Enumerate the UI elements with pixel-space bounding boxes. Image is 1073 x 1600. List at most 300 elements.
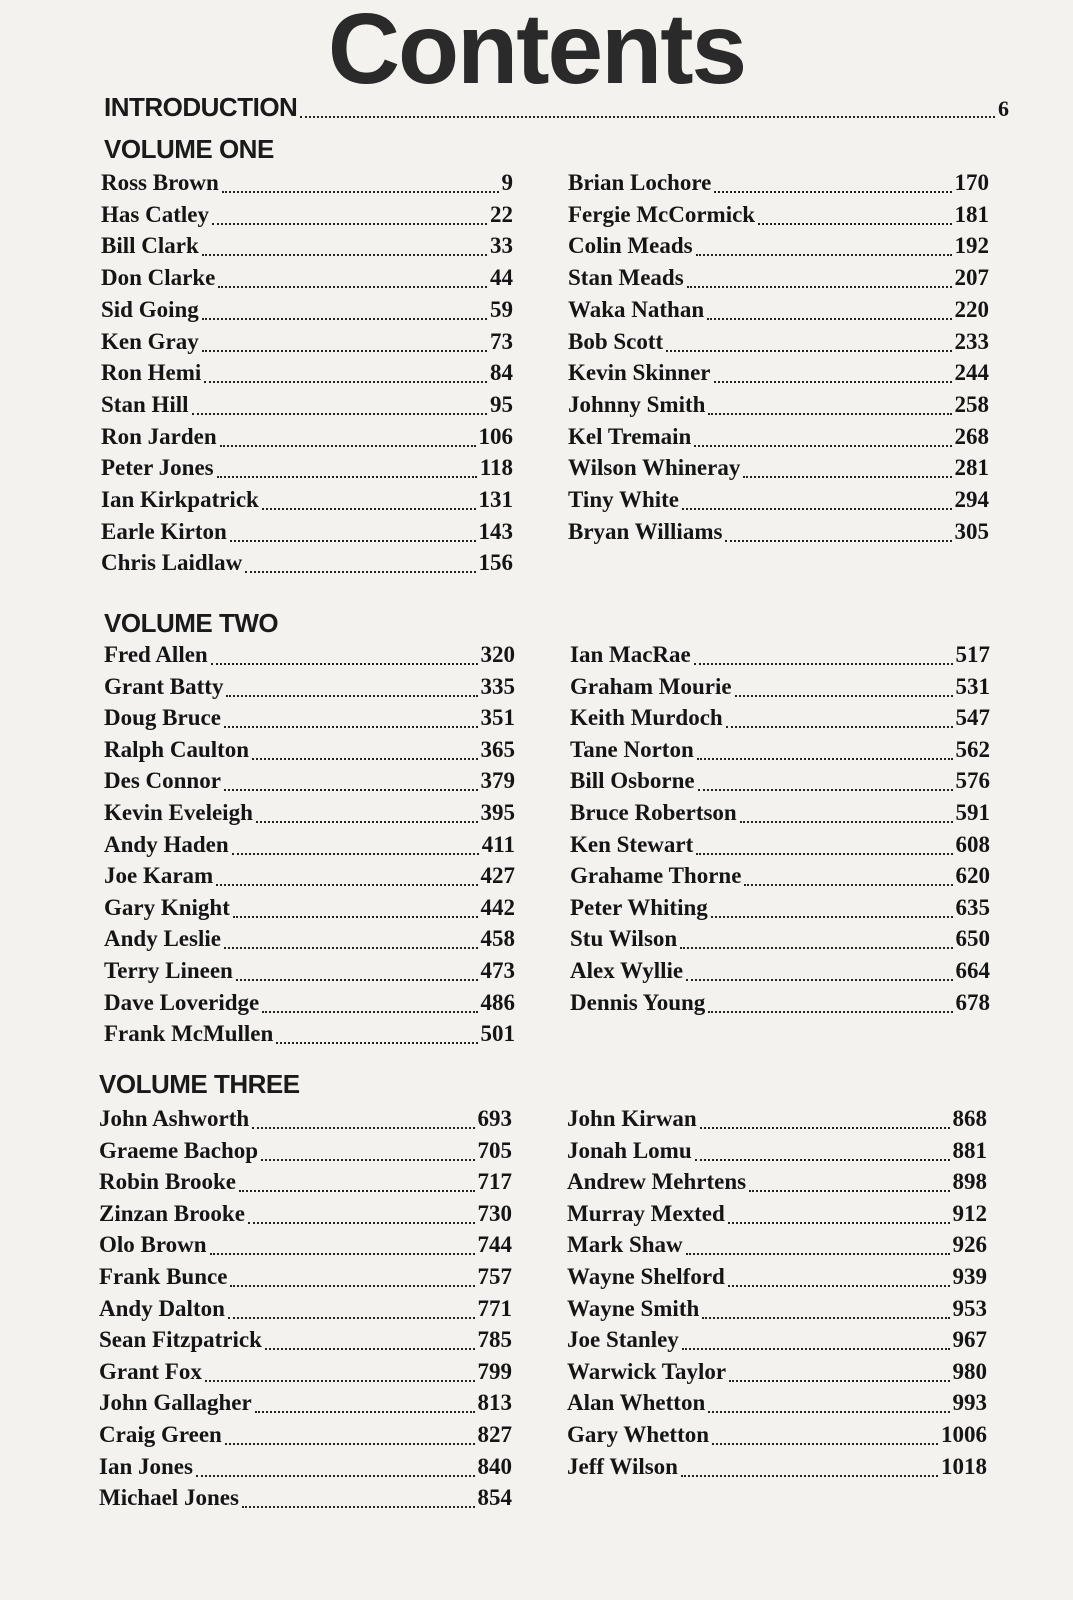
entry-page-number: 531 [955, 673, 990, 699]
entry-page-number: 73 [490, 328, 513, 354]
leader-dots [707, 317, 951, 320]
toc-entry[interactable] [568, 455, 989, 486]
toc-entry[interactable] [570, 832, 990, 863]
entry-page-number: 320 [480, 642, 515, 667]
leader-dots [236, 978, 478, 981]
volume-heading: VOLUME TWO [104, 608, 279, 638]
entry-page-number: 1018 [941, 1453, 987, 1479]
leader-dots [702, 1316, 949, 1319]
entry-page-number: 395 [480, 800, 515, 825]
leader-dots [725, 539, 951, 542]
toc-entry[interactable] [101, 233, 513, 264]
introduction-page: 6 [998, 96, 1009, 121]
toc-entry[interactable] [570, 674, 990, 705]
entry-page-number: 351 [480, 705, 515, 731]
entry-name: Joe Stanley [567, 1327, 679, 1353]
entry-page-number: 967 [952, 1327, 987, 1353]
entry-name: Ian Kirkpatrick [101, 487, 259, 512]
entry-page-number: 1006 [941, 1422, 987, 1447]
entry-page-number: 591 [955, 800, 990, 825]
entry-page-number: 33 [490, 233, 513, 259]
toc-entry[interactable] [567, 1138, 987, 1169]
leader-dots [205, 1379, 475, 1382]
leader-dots [261, 1158, 474, 1161]
entry-page-number: 335 [480, 673, 515, 699]
leader-dots [226, 694, 477, 697]
entry-page-number: 953 [952, 1295, 987, 1321]
entry-page-number: 305 [954, 518, 989, 544]
entry-page-number: 181 [954, 201, 989, 227]
toc-entry[interactable] [99, 1422, 512, 1453]
toc-entry[interactable] [567, 1264, 987, 1295]
leader-dots [212, 222, 487, 225]
entry-page-number: 813 [477, 1390, 512, 1416]
toc-entry[interactable] [567, 1106, 987, 1137]
entry-page-number: 473 [480, 958, 515, 983]
entry-name: Grahame Thorne [570, 863, 742, 889]
entry-page-number: 757 [477, 1264, 512, 1289]
leader-dots [216, 883, 477, 886]
leader-dots [202, 317, 487, 320]
entry-page-number: 427 [480, 863, 515, 889]
leader-dots [696, 852, 952, 855]
entry-page-number: 854 [477, 1485, 512, 1511]
entry-page-number: 771 [477, 1295, 512, 1321]
leader-dots [711, 915, 953, 918]
entry-name: Robin Brooke [99, 1169, 236, 1195]
toc-entry[interactable] [570, 705, 990, 736]
toc-entry[interactable] [567, 1232, 987, 1263]
toc-entry[interactable] [104, 832, 515, 863]
entry-page-number: 926 [952, 1232, 987, 1258]
entry-page-number: 131 [478, 487, 513, 512]
entry-name: Don Clarke [101, 265, 216, 291]
toc-entry[interactable] [570, 642, 990, 673]
entry-page-number: 517 [955, 642, 990, 667]
toc-entry[interactable] [99, 1359, 512, 1390]
toc-entry[interactable] [104, 737, 515, 768]
toc-entry[interactable] [568, 265, 989, 296]
toc-entry[interactable] [104, 674, 515, 705]
toc-entry[interactable] [570, 990, 990, 1021]
toc-entry[interactable] [101, 424, 513, 455]
leader-dots [712, 1442, 938, 1445]
entry-name: Michael Jones [99, 1485, 239, 1511]
entry-name: Kel Tremain [568, 423, 692, 449]
entry-page-number: 664 [955, 958, 990, 983]
entry-page-number: 281 [954, 455, 989, 481]
leader-dots [276, 1041, 477, 1044]
leader-dots [687, 285, 952, 288]
leader-dots [224, 946, 478, 949]
toc-entry[interactable] [567, 1454, 987, 1485]
leader-dots [252, 1126, 474, 1129]
toc-entry[interactable] [99, 1264, 512, 1295]
entry-name: Wayne Smith [567, 1295, 700, 1321]
entry-page-number: 365 [480, 736, 515, 762]
leader-dots [740, 820, 953, 823]
entry-name: Graham Mourie [570, 673, 732, 699]
entry-name: Ross Brown [101, 170, 219, 195]
page-title: Contents [327, 0, 746, 105]
leader-dots [749, 1189, 949, 1192]
leader-dots [230, 1284, 474, 1287]
entry-name: Andy Dalton [99, 1295, 225, 1321]
leader-dots [239, 1189, 475, 1192]
entry-page-number: 258 [954, 391, 989, 417]
leader-dots [696, 253, 952, 256]
entry-name: Jonah Lomu [567, 1137, 692, 1163]
leader-dots [252, 757, 477, 760]
leader-dots [222, 190, 499, 193]
toc-entry[interactable] [101, 297, 513, 328]
entry-page-number: 458 [480, 926, 515, 952]
toc-entry[interactable] [101, 487, 513, 518]
leader-dots [694, 662, 953, 665]
entry-name: Frank Bunce [99, 1264, 228, 1289]
entry-page-number: 650 [955, 926, 990, 952]
entry-name: Kevin Eveleigh [104, 800, 253, 825]
entry-name: Grant Fox [99, 1358, 202, 1384]
entry-page-number: 693 [477, 1106, 512, 1131]
entry-name: Des Connor [104, 768, 221, 794]
toc-entry[interactable] [570, 863, 990, 894]
entry-page-number: 379 [480, 768, 515, 794]
entry-name: Zinzan Brooke [99, 1200, 245, 1226]
entry-name: Peter Whiting [570, 894, 708, 920]
toc-entry[interactable] [568, 519, 989, 550]
entry-name: Has Catley [101, 201, 209, 227]
entry-page-number: 608 [955, 831, 990, 857]
toc-entry[interactable] [567, 1296, 987, 1327]
leader-dots [714, 380, 952, 383]
entry-page-number: 411 [481, 831, 515, 857]
entry-page-number: 705 [477, 1137, 512, 1163]
toc-entry[interactable] [568, 233, 989, 264]
entry-name: Waka Nathan [568, 296, 705, 322]
leader-dots [708, 1410, 949, 1413]
leader-dots [681, 1474, 938, 1477]
entry-page-number: 635 [955, 894, 990, 920]
leader-dots [225, 1442, 475, 1445]
entry-page-number: 730 [477, 1200, 512, 1226]
entry-page-number: 547 [955, 705, 990, 731]
entry-name: Ron Jarden [101, 423, 217, 449]
toc-entry[interactable] [570, 800, 990, 831]
toc-entry[interactable] [99, 1485, 512, 1516]
toc-entry[interactable] [570, 737, 990, 768]
toc-entry[interactable] [101, 202, 513, 233]
leader-dots [228, 1316, 475, 1319]
entry-page-number: 233 [954, 328, 989, 354]
leader-dots [728, 1221, 950, 1224]
entry-name: Ralph Caulton [104, 736, 250, 762]
leader-dots [255, 1410, 475, 1413]
entry-page-number: 207 [954, 265, 989, 291]
entry-page-number: 620 [955, 863, 990, 889]
entry-name: Wilson Whineray [568, 455, 741, 481]
entry-name: Ken Stewart [570, 831, 694, 857]
entry-name: Gary Knight [104, 894, 230, 920]
entry-name: Ian MacRae [570, 642, 691, 667]
leader-dots [196, 1474, 475, 1477]
leader-dots [265, 1347, 475, 1350]
entry-name: Ron Hemi [101, 360, 202, 386]
leader-dots [744, 883, 952, 886]
entry-page-number: 840 [477, 1453, 512, 1479]
leader-dots [758, 222, 951, 225]
leader-dots [242, 1505, 475, 1508]
entry-name: John Ashworth [99, 1106, 250, 1131]
leader-dots [262, 507, 476, 510]
entry-page-number: 678 [955, 989, 990, 1015]
entry-name: Warwick Taylor [567, 1358, 727, 1384]
toc-entry[interactable] [568, 329, 989, 360]
toc-entry[interactable] [101, 550, 513, 581]
entry-name: Olo Brown [99, 1232, 207, 1258]
leader-dots [230, 539, 476, 542]
entry-page-number: 22 [490, 201, 513, 227]
toc-entry[interactable] [99, 1327, 512, 1358]
entry-name: Frank McMullen [104, 1021, 274, 1047]
toc-entry[interactable] [567, 1422, 987, 1453]
toc-entry[interactable] [570, 958, 990, 989]
entry-page-number: 244 [954, 360, 989, 386]
entry-name: Alex Wyllie [570, 958, 684, 983]
entry-page-number: 118 [479, 455, 513, 481]
entry-page-number: 84 [490, 360, 513, 386]
entry-page-number: 143 [478, 518, 513, 544]
leader-dots [680, 946, 952, 949]
entry-page-number: 912 [952, 1200, 987, 1226]
toc-entry[interactable] [567, 1169, 987, 1200]
leader-dots [686, 978, 952, 981]
entry-page-number: 268 [954, 423, 989, 449]
entry-page-number: 9 [501, 170, 513, 195]
volume-heading: VOLUME THREE [99, 1069, 300, 1099]
toc-entry[interactable] [99, 1454, 512, 1485]
toc-entry[interactable] [568, 487, 989, 518]
leader-dots [262, 1010, 477, 1013]
entry-page-number: 106 [478, 423, 513, 449]
leader-dots [708, 1010, 952, 1013]
entry-name: Dennis Young [570, 989, 706, 1015]
entry-page-number: 993 [952, 1390, 987, 1416]
toc-entry[interactable] [104, 926, 515, 957]
toc-entry[interactable] [101, 170, 513, 201]
entry-page-number: 868 [952, 1106, 987, 1131]
toc-entry[interactable] [104, 705, 515, 736]
entry-name: Chris Laidlaw [101, 550, 243, 576]
toc-entry[interactable] [104, 642, 515, 673]
leader-dots [682, 1347, 950, 1350]
toc-entry[interactable] [101, 455, 513, 486]
entry-name: Tiny White [568, 487, 679, 512]
toc-entry[interactable] [101, 360, 513, 391]
entry-name: Mark Shaw [567, 1232, 683, 1258]
entry-page-number: 156 [478, 550, 513, 576]
toc-entry[interactable] [104, 958, 515, 989]
toc-entry[interactable] [567, 1359, 987, 1390]
entry-name: Brian Lochore [568, 170, 712, 195]
leader-dots [192, 412, 487, 415]
entry-page-number: 44 [490, 265, 513, 291]
leader-dots [202, 253, 487, 256]
leader-dots [708, 412, 951, 415]
toc-entry[interactable] [568, 424, 989, 455]
leader-dots [224, 788, 478, 791]
toc-entry[interactable] [101, 329, 513, 360]
toc-entry[interactable] [99, 1138, 512, 1169]
entry-name: Keith Murdoch [570, 705, 723, 731]
entry-page-number: 785 [477, 1327, 512, 1353]
entry-name: Fred Allen [104, 642, 208, 667]
introduction-label: INTRODUCTION [104, 92, 298, 122]
toc-entry[interactable] [568, 360, 989, 391]
toc-entry[interactable] [99, 1390, 512, 1421]
entry-page-number: 744 [477, 1232, 512, 1258]
toc-entry[interactable] [104, 768, 515, 799]
leader-dots [728, 1284, 950, 1287]
entry-name: Joe Karam [104, 863, 214, 889]
entry-name: Peter Jones [101, 455, 214, 481]
entry-name: Craig Green [99, 1422, 222, 1447]
entry-name: Andy Leslie [104, 926, 221, 952]
entry-page-number: 562 [955, 736, 990, 762]
entry-page-number: 95 [490, 391, 513, 417]
leader-dots [700, 1126, 950, 1129]
entry-name: John Kirwan [567, 1106, 697, 1131]
leader-dots [233, 915, 478, 918]
toc-entry[interactable] [99, 1106, 512, 1137]
toc-entry[interactable] [99, 1296, 512, 1327]
leader-dots [217, 475, 477, 478]
toc-entry[interactable] [567, 1327, 987, 1358]
entry-page-number: 294 [954, 487, 989, 512]
entry-page-number: 170 [954, 170, 989, 195]
leader-dots [682, 507, 952, 510]
entry-name: Jeff Wilson [567, 1453, 678, 1479]
leader-dots [232, 852, 479, 855]
entry-page-number: 881 [952, 1137, 987, 1163]
toc-entry[interactable] [570, 768, 990, 799]
leader-dots [694, 444, 951, 447]
entry-page-number: 827 [477, 1422, 512, 1447]
entry-name: John Gallagher [99, 1390, 252, 1416]
leader-dots [695, 1158, 950, 1161]
entry-name: Graeme Bachop [99, 1137, 259, 1163]
entry-name: Kevin Skinner [568, 360, 711, 386]
toc-entry[interactable] [101, 519, 513, 550]
toc-entry[interactable] [99, 1232, 512, 1263]
leader-dots [210, 1252, 475, 1255]
toc-entry[interactable] [104, 990, 515, 1021]
leader-dots [300, 115, 995, 118]
toc-entry[interactable] [104, 800, 515, 831]
entry-page-number: 939 [952, 1264, 987, 1289]
entry-page-number: 59 [490, 296, 513, 322]
leader-dots [220, 444, 476, 447]
entry-name: Tane Norton [570, 736, 694, 762]
toc-entry[interactable] [567, 1201, 987, 1232]
toc-entry[interactable] [104, 863, 515, 894]
toc-entry[interactable] [101, 392, 513, 423]
leader-dots [224, 725, 478, 728]
toc-entry[interactable] [570, 926, 990, 957]
entry-name: Bill Clark [101, 233, 199, 259]
leader-dots [256, 820, 478, 823]
entry-page-number: 192 [954, 233, 989, 259]
entry-name: Grant Batty [104, 673, 224, 699]
entry-name: Stu Wilson [570, 926, 678, 952]
leader-dots [729, 1379, 949, 1382]
leader-dots [204, 380, 487, 383]
entry-name: Bob Scott [568, 328, 664, 354]
toc-entry[interactable] [568, 170, 989, 201]
entry-name: Gary Whetton [567, 1422, 710, 1447]
entry-name: Colin Meads [568, 233, 693, 259]
entry-name: Fergie McCormick [568, 201, 756, 227]
toc-entry[interactable] [568, 202, 989, 233]
volume-heading: VOLUME ONE [104, 134, 274, 164]
entry-page-number: 501 [480, 1021, 515, 1047]
leader-dots [686, 1252, 950, 1255]
entry-name: Alan Whetton [567, 1390, 706, 1416]
leader-dots [211, 662, 478, 665]
entry-page-number: 576 [955, 768, 990, 794]
toc-entry[interactable] [99, 1201, 512, 1232]
entry-name: Sid Going [101, 296, 199, 322]
leader-dots [202, 349, 487, 352]
entry-name: Murray Mexted [567, 1200, 725, 1226]
entry-name: Ian Jones [99, 1453, 193, 1479]
entry-name: Terry Lineen [104, 958, 233, 983]
toc-entry[interactable] [99, 1169, 512, 1200]
toc-entry[interactable] [101, 265, 513, 296]
leader-dots [245, 570, 475, 573]
toc-entry[interactable] [104, 1021, 515, 1052]
entry-name: Stan Hill [101, 391, 189, 417]
entry-name: Bill Osborne [570, 768, 695, 794]
entry-name: Dave Loveridge [104, 989, 260, 1015]
toc-entry[interactable] [104, 895, 515, 926]
leader-dots [218, 285, 487, 288]
entry-page-number: 980 [952, 1358, 987, 1384]
leader-dots [248, 1221, 475, 1224]
entry-name: Bryan Williams [568, 518, 723, 544]
leader-dots [735, 694, 953, 697]
entry-page-number: 898 [952, 1169, 987, 1195]
leader-dots [666, 349, 951, 352]
leader-dots [698, 788, 953, 791]
toc-entry[interactable] [568, 297, 989, 328]
entry-name: Andrew Mehrtens [567, 1169, 747, 1195]
toc-entry[interactable] [567, 1390, 987, 1421]
toc-entry[interactable] [568, 392, 989, 423]
entry-page-number: 442 [480, 894, 515, 920]
leader-dots [714, 190, 951, 193]
entry-name: Stan Meads [568, 265, 684, 291]
entry-name: Ken Gray [101, 328, 199, 354]
entry-name: Earle Kirton [101, 518, 227, 544]
toc-entry-introduction[interactable] [104, 92, 1009, 126]
leader-dots [726, 725, 953, 728]
entry-page-number: 799 [477, 1358, 512, 1384]
toc-entry[interactable] [570, 895, 990, 926]
entry-page-number: 220 [954, 296, 989, 322]
entry-name: Johnny Smith [568, 391, 706, 417]
entry-name: Doug Bruce [104, 705, 221, 731]
